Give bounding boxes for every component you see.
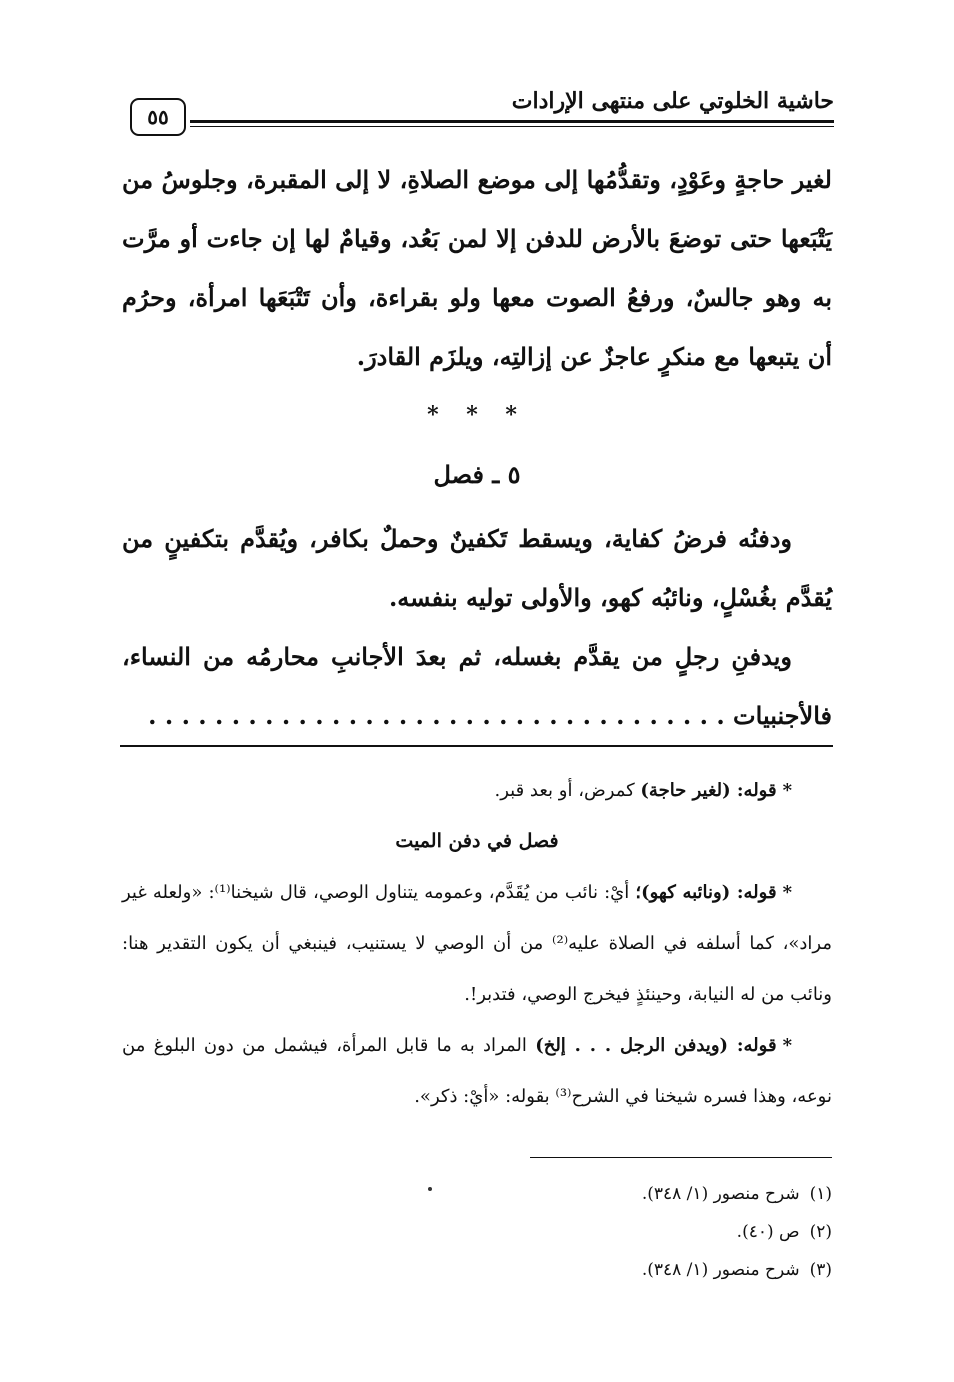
text-notes-divider [120, 745, 833, 747]
page-number: ٥٥ [130, 98, 186, 136]
section-title: ٥ ـ فصل [433, 460, 521, 489]
section-stars: * * * [427, 402, 527, 428]
footnote-number: (٢) [809, 1222, 832, 1242]
main-paragraph-1: لغير حاجةٍ وعَوْدٍ، وتقدُّمُها إلى موضع الصلاةِ، لا إلى المقبرة، وجلوسُ من يَتْبَعها حتى توضعَ بالأرض للدفن إلا لمن بَعُد، وقيامٌ لها إن جاءت أو مرَّت به وهو جالسٌ، ورفعُ الصوت معها ولو بقراءة، وأن تَتْبَعَها امرأة، وحرُم أن يتبعها مع منكرٍ عاجزٌ عن إزالتِه، ويلزَم القادرَ. [122, 165, 833, 371]
note-2 [122, 867, 832, 1020]
footnote-rule [530, 1157, 832, 1158]
note-1-label: قوله: (لغير حاجة) [640, 780, 777, 801]
footnote-3 [420, 1251, 832, 1289]
footnote-2 [420, 1213, 832, 1251]
footnote-number: (٣) [809, 1260, 832, 1280]
footnote-text: شرح منصور (١/ ٣٤٨). [641, 1260, 800, 1280]
footnote-text: شرح منصور (١/ ٣٤٨). [641, 1184, 800, 1204]
note-bullet: * [782, 1035, 792, 1056]
note-3 [122, 1020, 832, 1122]
main-paragraph-3-text: ويدفنِ رجلٍ من يقدَّم بغسله، ثم بعدَ الأجانبِ محارمُه من النساء، فالأجنبيات [122, 642, 832, 730]
footnote-text: ص (٤٠). [736, 1222, 800, 1242]
page-header [124, 78, 834, 138]
note-bullet: * [782, 780, 792, 801]
note-3-text: المراد به ما قابل المرأة، فيشمل من دون البلوغ من نوعه، وهذا فسره شيخنا في الشرح⁽³⁾ بقوله: «أيْ: ذكر». [122, 1035, 832, 1107]
running-title: حاشية الخلوتي على منتهى الإرادات [511, 88, 834, 114]
notes-section-heading: فصل في دفن الميت [395, 830, 559, 852]
footnotes [420, 1175, 832, 1289]
note-2-label: قوله: (ونائبه كهو)؛ [635, 882, 777, 903]
note-3-label: قوله: (ويدفن الرجل . . . إلخ) [535, 1035, 777, 1056]
main-paragraph-3 [122, 627, 832, 745]
note-1-text: كمرض، أو بعد قبر. [494, 780, 635, 801]
commentary-notes [122, 765, 832, 1122]
note-bullet: * [782, 882, 792, 903]
note-1 [122, 765, 832, 816]
footnote-number: (١) [809, 1184, 832, 1204]
header-rule [190, 120, 834, 127]
note-2-text: أيْ: نائب من يُقَدَّم، وعمومه يتناول الوصي، قال شيخنا⁽¹⁾: «ولعله غير مراد»، كما أسلفه في الصلاة عليه⁽²⁾ من أن الوصي لا يستنيب، فينبغي أن يكون التقدير هنا: ونائب من له النيابة، وحينئذٍ فيخرج الوصي، فتدبر!. [122, 882, 832, 1005]
main-text [122, 150, 832, 745]
footnote-1 [420, 1175, 832, 1213]
main-paragraph-2: ودفنُه فرضُ كفاية، ويسقط تَكفينٌ وحملٌ بكافر، ويُقدَّم بتكفينٍ من يُقدَّم بغُسْلٍ، ونائبُه كهو، والأولى توليه بنفسه. [122, 524, 832, 612]
